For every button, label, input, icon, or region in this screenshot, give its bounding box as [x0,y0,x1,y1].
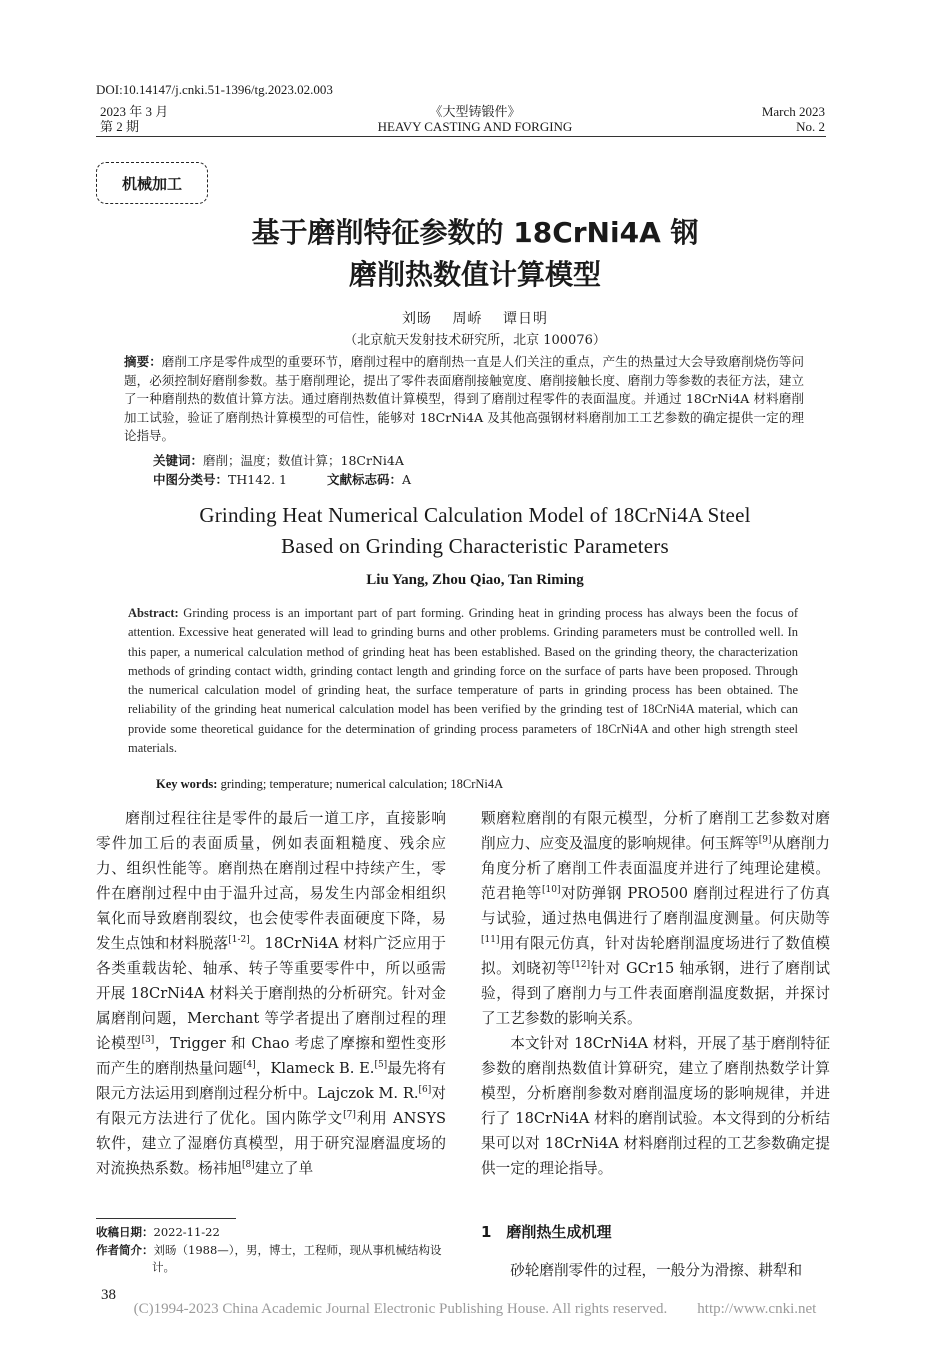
intro-paragraph-continued [481,806,830,1031]
affiliation-cn: （北京航天发射技术研究所，北京 100076） [344,333,606,348]
received-label: 收稿日期： [96,1225,154,1239]
header-issue-cn: 第 2 期 [100,119,140,134]
footnote-rule [96,1218,236,1219]
copyright-footer: (C)1994-2023 China Academic Journal Electronic Publishing House. All rights reserved. http://www.cnki.net [133,1301,817,1317]
text-run: 利用 ANSYS 软件，建立了湿磨仿真模型，用于研究湿磨温度场的对流换热系数。杨祎旭 [96,1110,446,1177]
body-right-column [481,806,830,1181]
text-run: 从磨削力角度分析了磨削工件表面温度并进行了纯理论建模。范君艳等 [481,835,830,902]
citation: [5] [374,1060,388,1071]
keywords-cn-text: 磨削；温度；数值计算；18CrNi4A [203,453,404,468]
citation: [12] [571,960,591,971]
page-number: 38 [101,1287,116,1303]
text-run: 最先将有限元方法运用到磨削过程分析中。Lajczok M. R. [96,1060,446,1102]
citation: [3] [141,1035,155,1046]
title-cn [0,212,950,296]
text-run: 磨削过程往往是零件的最后一道工序，直接影响零件加工后的表面质量，例如表面粗糙度、残余应力、组织性能等。磨削热在磨削过程中持续产生，零件在磨削过程中由于温升过高，易发生内部金相组织氧化而导致磨削裂纹，也会使零件表面硬度下降，易发生点蚀和材料脱落 [96,810,446,952]
footnote-received [96,1224,456,1241]
abstract-en-label: Abstract: [128,606,179,620]
text-run: 颗磨粒磨削的有限元模型，分析了磨削工艺参数对磨削应力、应变及温度的影响规律。何玉辉等 [481,810,830,852]
text-run: 用有限元仿真，针对齿轮磨削温度场进行了数值模拟。刘晓初等 [481,935,830,977]
citation: [8] [241,1160,255,1171]
header-rule [96,136,826,137]
title-cn-line1: 基于磨削特征参数的 18CrNi4A 钢 [251,216,699,249]
footnote-bio [96,1242,456,1276]
text-run: 。18CrNi4A 材料广泛应用于各类重载齿轮、轴承、转子等重要零件中，所以亟需开展 18CrNi4A 材料关于磨削热的分析研究。针对金属磨削问题，Merchant 等学者提出了磨削过程的理论模型 [96,935,446,1052]
header-issue-en: No. 2 [796,119,825,134]
citation: [9] [758,835,772,846]
section-tag: 机械加工 [96,162,208,204]
classification-label: 中图分类号： [153,472,229,487]
abstract-cn-label: 摘要： [124,354,162,369]
authors-cn: 刘旸 周峤 谭日明 [402,311,548,327]
title-en [0,500,950,562]
doc-code-label: 文献标志码： [327,472,403,487]
text-run: 建立了单 [254,1160,314,1177]
text-run: 对有限元方法进行了优化。国内陈学文 [96,1085,446,1127]
text-run: 针对 GCr15 轴承钢，进行了磨削试验，得到了磨削力与工件表面磨削温度数据，并探讨了工艺参数的影响关系。 [481,960,830,1027]
citation: [10] [542,885,561,896]
header-journal-cn: 《大型铸锻件》 [429,104,521,119]
text-run: ，Trigger 和 Chao 考虑了摩擦和塑性变形而产生的磨削热量问题 [96,1035,446,1077]
abstract-en-text: Grinding process is an important part of part forming. Grinding heat in grinding process has always been the focus of attention. Excessive heat generated will lead to grinding burns and other problems. Grinding parameters must be controlled well. In this paper, a numerical calculation method of grinding heat has been established. Based on the grinding theory, the characterization methods of grinding contact width, grinding contact length and grinding force on the surface of parts have been proposed. Through the numerical calculation model of grinding heat, the surface temperature of parts in grinding process has been obtained. The reliability of the grinding heat numerical calculation model has been verified by the grinding test of 18CrNi4A material, which can provide some theoretical guidance for the determination of grinding process parameters of 18CrNi4A and other high strength steel materials. [128,606,799,756]
keywords-en-label: Key words: [156,777,218,791]
citation: [4] [242,1060,256,1071]
keywords-en [156,777,503,792]
title-cn-line2: 磨削热数值计算模型 [348,258,601,291]
header-date-en: March 2023 [761,104,825,119]
objective-paragraph: 本文针对 18CrNi4A 材料，开展了基于磨削特征参数的磨削热数值计算研究，建立了磨削热数学计算模型，分析磨削参数对磨削温度场的影响规律，并进行了 18CrNi4A 材料的磨削试验。本文得到的分析结果可以对 18CrNi4A 材料磨削过程的工艺参数确定提供一定的理论指导。 [481,1035,830,1177]
classification [153,470,411,488]
citation: [11] [481,935,500,946]
title-en-line1: Grinding Heat Numerical Calculation Model of 18CrNi4A Steel [199,503,751,527]
abstract-cn-text: 磨削工序是零件成型的重要环节，磨削过程中的磨削热一直是人们关注的重点，产生的热量过大会导致磨削烧伤等问题，必须控制好磨削参数。基于磨削理论，提出了零件表面磨削接触宽度、磨削接触长度、磨削力等参数的表征方法，建立了一种磨削热的数值计算方法。通过磨削热数值计算模型，得到了磨削过程零件的表面温度。并通过 18CrNi4A 材料磨削加工试验，验证了磨削热计算模型的可信性，能够对 18CrNi4A 及其他高强钢材料磨削加工工艺参数的确定提供一定的理论指导。 [124,354,804,443]
section-1-heading: 1 磨削热生成机理 [481,1223,612,1241]
text-run: 对防弹钢 PRO500 磨削过程进行了仿真与试验，通过热电偶进行了磨削温度测量。何庆勋等 [481,885,830,927]
keywords-cn [153,451,404,469]
keywords-cn-label: 关键词： [153,453,204,468]
doi: DOI:10.14147/j.cnki.51-1396/tg.2023.02.003 [96,82,333,97]
keywords-en-text: grinding; temperature; numerical calculation; 18CrNi4A [220,777,504,791]
header-date-cn: 2023 年 3 月 [100,104,169,119]
header-right [762,104,825,134]
section-1-text: 砂轮磨削零件的过程，一般分为滑擦、耕犁和 [510,1262,803,1279]
classification-value: TH142. 1 [228,472,288,487]
body-left-column [96,806,446,1181]
abstract-cn [124,353,804,446]
text-run: ，Klameck B. E. [255,1060,375,1077]
citation: [1-2] [228,935,250,946]
intro-paragraph [96,806,446,1181]
bio-line1: 刘旸（1988—），男，博士，工程师，现从事机械结构设 [153,1243,442,1257]
citation: [6] [418,1085,432,1096]
doc-code-value: A [402,472,412,487]
header-journal-en: HEAVY CASTING AND FORGING [377,119,573,134]
abstract-en [128,604,798,758]
authors-en: Liu Yang, Zhou Qiao, Tan Riming [366,572,584,588]
bio-line2: 计。 [152,1260,175,1274]
title-en-line2: Based on Grinding Characteristic Parameters [281,534,669,558]
received-date: 2022-11-22 [153,1225,220,1239]
bio-label: 作者简介： [96,1243,154,1257]
citation: [7] [343,1110,356,1121]
